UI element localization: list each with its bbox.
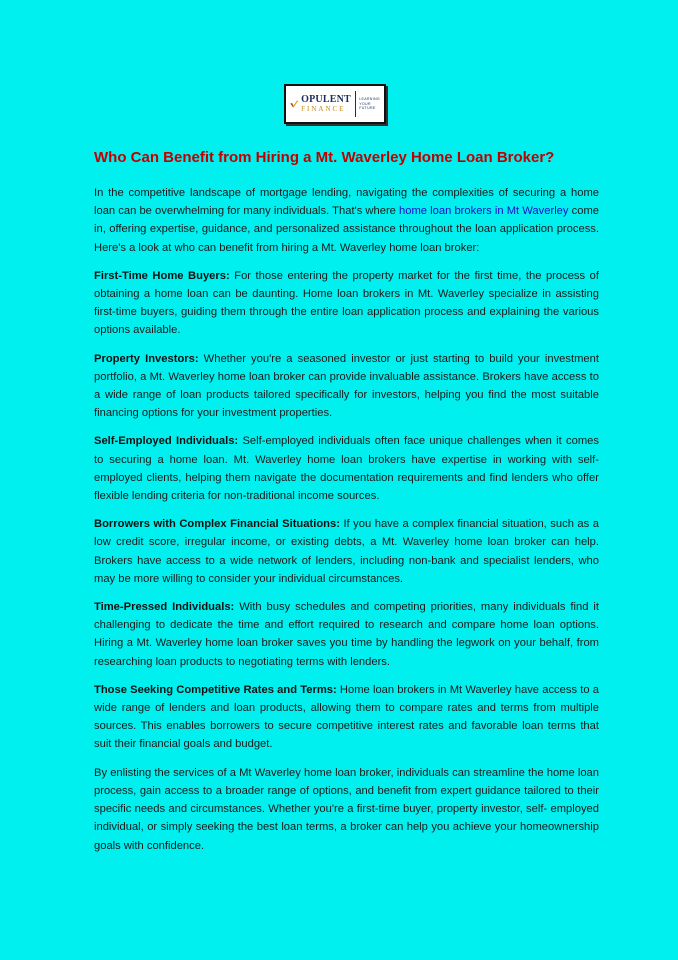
section-text: Self-employed individuals often face unique challenges when it comes to securing a home loan. Mt. Waverley home loan brokers have expertise in working with self- employed clients, helping them navigate the documentation requirements and find lenders who offer flexible lending criteria for non-traditional income sources. [94, 435, 599, 503]
home-loan-brokers-link[interactable]: home loan brokers in Mt Waverley [399, 205, 569, 218]
section-heading: Time-Pressed Individuals: [94, 601, 235, 614]
section-heading: Property Investors: [94, 352, 199, 365]
section-first-time-buyers [94, 267, 599, 340]
logo-name: OPULENT [301, 94, 351, 105]
article-body [94, 184, 599, 865]
section-complex-finances [94, 515, 599, 588]
page-title: Who Can Benefit from Hiring a Mt. Waverley Home Loan Broker? [94, 149, 555, 166]
section-time-pressed [94, 598, 599, 671]
section-text: With busy schedules and competing priorities, many individuals find it challenging to dedicate the time and effort required to research and compare home loan options. Hiring a Mt. Waverley home loan broker saves you time by handling the legwork on your behalf, from researching loan products to negotiating terms with lenders. [94, 601, 599, 668]
section-heading: Self-Employed Individuals: [94, 435, 239, 448]
section-self-employed [94, 432, 599, 505]
company-logo [284, 84, 386, 124]
section-property-investors [94, 350, 599, 423]
logo-check-icon [290, 91, 298, 117]
logo-sub: FINANCE [301, 105, 346, 113]
section-competitive-rates [94, 681, 599, 754]
section-heading: First-Time Home Buyers: [94, 269, 230, 282]
section-text: Whether you're a seasoned investor or just starting to build your investment portfolio, a Mt. Waverley home loan broker can provide invaluable assistance. Brokers have access to a wide range of loan products tailored specifically for investors, helping you find the most suitable financing options for your investment properties. [94, 352, 599, 420]
section-text: If you have a complex financial situation, such as a low credit score, irregular income, or existing debts, a Mt. Waverley home loan broker can help. Brokers have access to a wide network of lenders, including non-bank and specialist lenders, who may be more willing to consider your individual circumstances. [94, 518, 599, 585]
section-heading: Borrowers with Complex Financial Situations: [94, 518, 340, 531]
section-heading: Those Seeking Competitive Rates and Terms: [94, 683, 337, 696]
section-text: For those entering the property market for the first time, the process of obtaining a home loan can be daunting. Home loan brokers in Mt. Waverley specialize in assisting first-time buyers, guiding them through the entire loan application process and explaining the various options available. [94, 269, 599, 337]
conclusion-paragraph: By enlisting the services of a Mt Waverley home loan broker, individuals can streamline the home loan process, gain access to a broader range of options, and benefit from expert guidance tailored to their specific needs and circumstances. Whether you're a first-time buyer, property investor, self- employed individual, or simply seeking the best loan terms, a broker can help you achieve your homeownership goals with confidence. [94, 766, 599, 852]
logo-tagline: LEARNING YOUR FUTURE [359, 97, 380, 111]
section-text: Home loan brokers in Mt Waverley have access to a wide range of lenders and loan products, allowing them to compare rates and terms from multiple sources. This enables borrowers to secure competitive interest rates and favorable loan terms that suit their financial goals and budget. [94, 683, 599, 751]
intro-paragraph: In the competitive landscape of mortgage lending, navigating the complexities of securing a home loan can be overwhelming for many individuals. That's where home loan brokers in Mt Waverley come in, offering expertise, guidance, and personalized assistance throughout the loan application process. Here's a look at who can benefit from hiring a Mt. Waverley home loan broker: [94, 187, 599, 254]
